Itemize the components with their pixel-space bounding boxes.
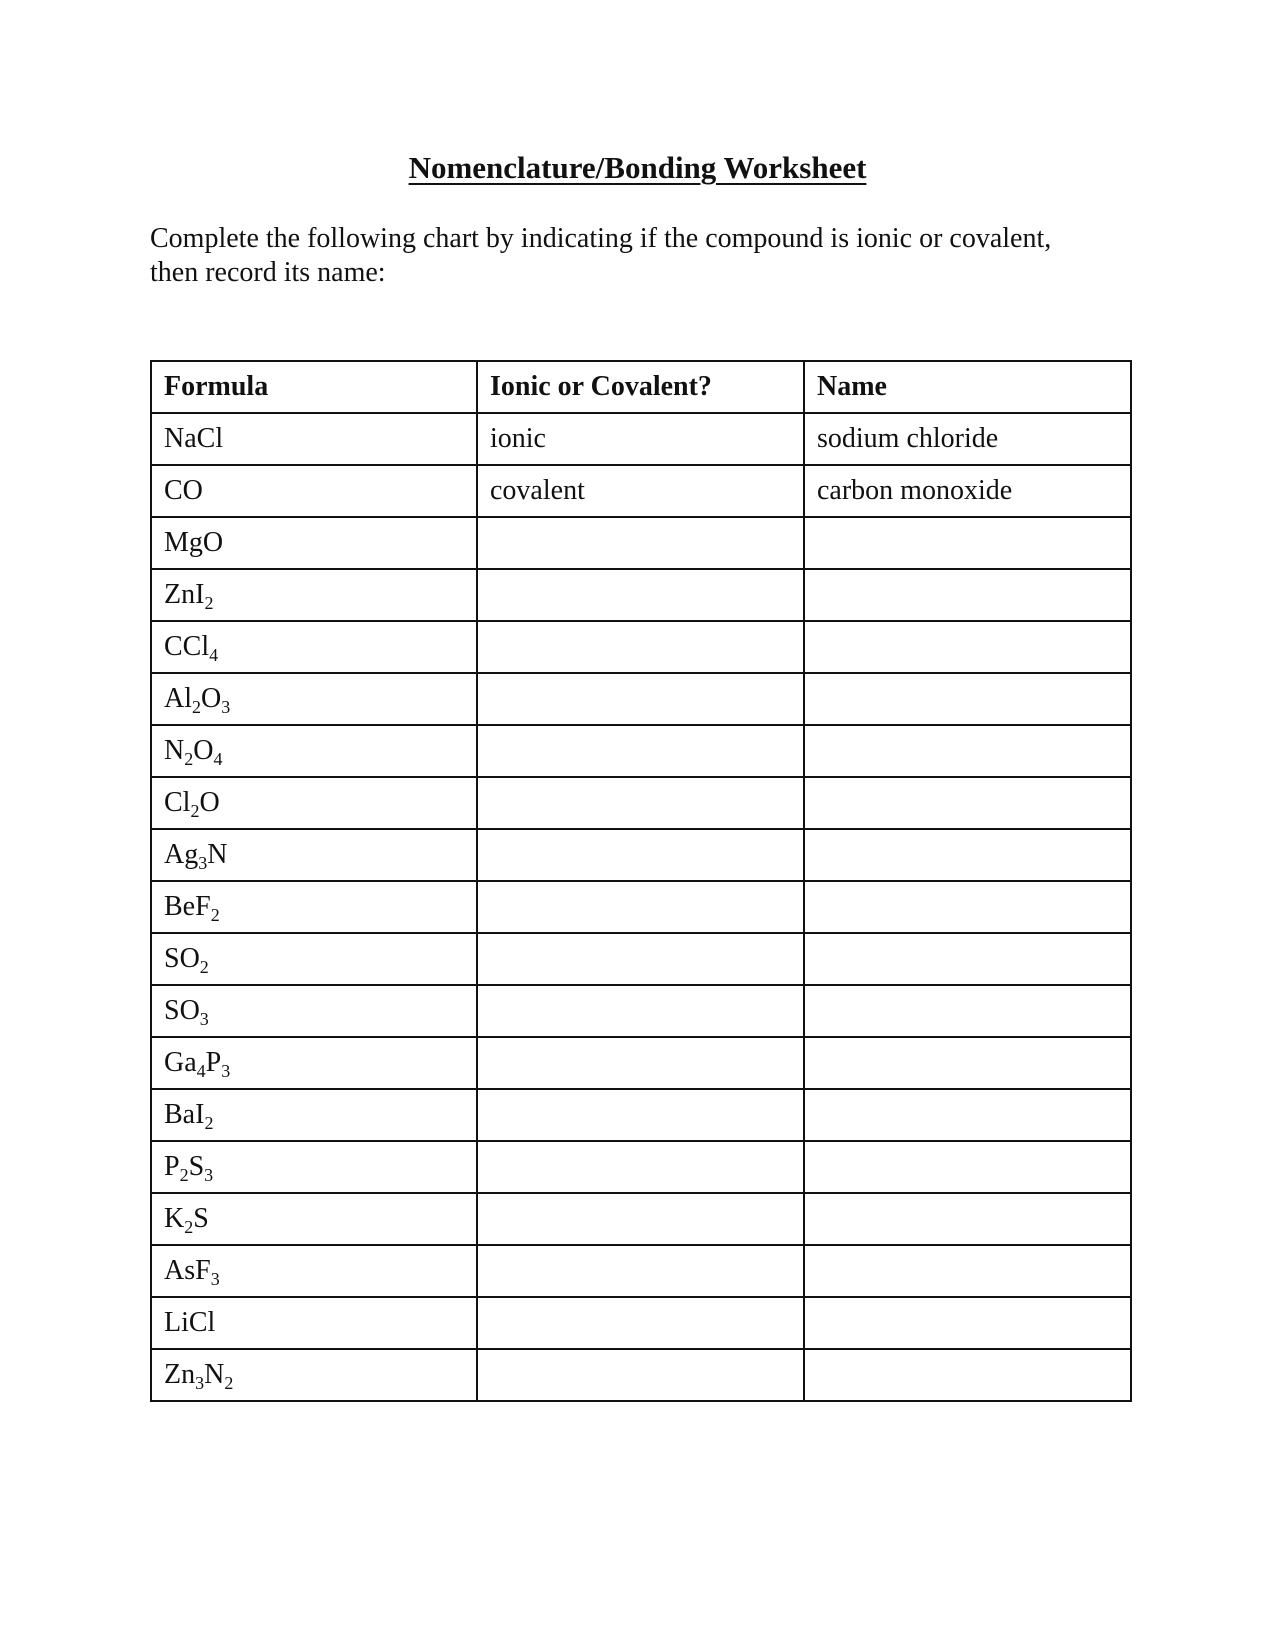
table-row <box>151 673 1131 725</box>
formula-cell: $SO_2$ <box>151 933 477 985</box>
instructions-line-1: Complete the following chart by indicating if the compound is ionic or covalent, <box>150 223 1052 254</box>
compound-name-cell[interactable] <box>804 1245 1131 1297</box>
compound-name-cell[interactable] <box>804 1089 1131 1141</box>
bond-type-cell[interactable]: ionic <box>477 413 804 465</box>
table-row <box>151 881 1131 933</box>
formula-cell: $SO_3$ <box>151 985 477 1037</box>
table-row <box>151 933 1131 985</box>
table-row <box>151 725 1131 777</box>
compound-name-cell[interactable] <box>804 881 1131 933</box>
compound-chart <box>150 360 1132 1402</box>
bond-type-cell[interactable] <box>477 881 804 933</box>
bond-type-cell[interactable] <box>477 1245 804 1297</box>
compound-name-cell[interactable] <box>804 725 1131 777</box>
bond-type-cell[interactable]: covalent <box>477 465 804 517</box>
formula-cell: BeF$_2$ <box>151 881 477 933</box>
bond-type-cell[interactable] <box>477 725 804 777</box>
formula-cell: AsF$_3$ <box>151 1245 477 1297</box>
compound-name-cell[interactable] <box>804 1297 1131 1349</box>
formula-cell: $Zn_3N_2$ <box>151 1349 477 1401</box>
compound-name-cell[interactable] <box>804 673 1131 725</box>
formula-cell: CCl$_4$ <box>151 621 477 673</box>
header-row <box>151 361 1131 413</box>
bond-type-cell[interactable] <box>477 1297 804 1349</box>
compound-name-cell[interactable] <box>804 1349 1131 1401</box>
table-row <box>151 985 1131 1037</box>
compound-name-cell[interactable] <box>804 777 1131 829</box>
compound-name-cell[interactable] <box>804 621 1131 673</box>
table-row <box>151 465 1131 517</box>
formula-cell: LiCl <box>151 1297 477 1349</box>
formula-cell: CO <box>151 465 477 517</box>
header-name: Name <box>804 361 1131 413</box>
compound-name-cell[interactable] <box>804 1193 1131 1245</box>
compound-name-cell[interactable] <box>804 1037 1131 1089</box>
table-row <box>151 1037 1131 1089</box>
instructions-line-2: then record its name: <box>150 257 386 288</box>
formula-cell: $Al_2O_3$ <box>151 673 477 725</box>
table-row <box>151 517 1131 569</box>
table-row <box>151 1089 1131 1141</box>
table-row <box>151 777 1131 829</box>
bond-type-cell[interactable] <box>477 1141 804 1193</box>
table-row <box>151 621 1131 673</box>
table-row <box>151 413 1131 465</box>
table-row <box>151 1297 1131 1349</box>
table-row <box>151 1141 1131 1193</box>
formula-cell: MgO <box>151 517 477 569</box>
compound-name-cell[interactable]: sodium chloride <box>804 413 1131 465</box>
compound-name-cell[interactable]: carbon monoxide <box>804 465 1131 517</box>
worksheet-title: Nomenclature/Bonding Worksheet <box>408 150 867 185</box>
table-row <box>151 829 1131 881</box>
bond-type-cell[interactable] <box>477 621 804 673</box>
compound-name-cell[interactable] <box>804 1141 1131 1193</box>
bond-type-cell[interactable] <box>477 569 804 621</box>
formula-cell: $Ga_4P_3$ <box>151 1037 477 1089</box>
formula-cell: NaCl <box>151 413 477 465</box>
header-ionic-or-covalent: Ionic or Covalent? <box>477 361 804 413</box>
bond-type-cell[interactable] <box>477 933 804 985</box>
table-row <box>151 1245 1131 1297</box>
bond-type-cell[interactable] <box>477 1037 804 1089</box>
formula-cell: $Ag_3N$ <box>151 829 477 881</box>
formula-cell: ZnI$_2$ <box>151 569 477 621</box>
formula-cell: $N_2O_4$ <box>151 725 477 777</box>
header-formula: Formula <box>151 361 477 413</box>
formula-cell: BaI$_2$ <box>151 1089 477 1141</box>
formula-cell: $K_2S$ <box>151 1193 477 1245</box>
table-row <box>151 1193 1131 1245</box>
table-row <box>151 569 1131 621</box>
bond-type-cell[interactable] <box>477 985 804 1037</box>
formula-cell: $Cl_2O$ <box>151 777 477 829</box>
compound-name-cell[interactable] <box>804 517 1131 569</box>
instructions <box>150 222 1150 290</box>
table-row <box>151 1349 1131 1401</box>
compound-name-cell[interactable] <box>804 829 1131 881</box>
compound-name-cell[interactable] <box>804 985 1131 1037</box>
compound-name-cell[interactable] <box>804 933 1131 985</box>
bond-type-cell[interactable] <box>477 673 804 725</box>
compound-name-cell[interactable] <box>804 569 1131 621</box>
bond-type-cell[interactable] <box>477 777 804 829</box>
bond-type-cell[interactable] <box>477 1349 804 1401</box>
bond-type-cell[interactable] <box>477 517 804 569</box>
formula-cell: $P_2S_3$ <box>151 1141 477 1193</box>
bond-type-cell[interactable] <box>477 829 804 881</box>
bond-type-cell[interactable] <box>477 1089 804 1141</box>
bond-type-cell[interactable] <box>477 1193 804 1245</box>
